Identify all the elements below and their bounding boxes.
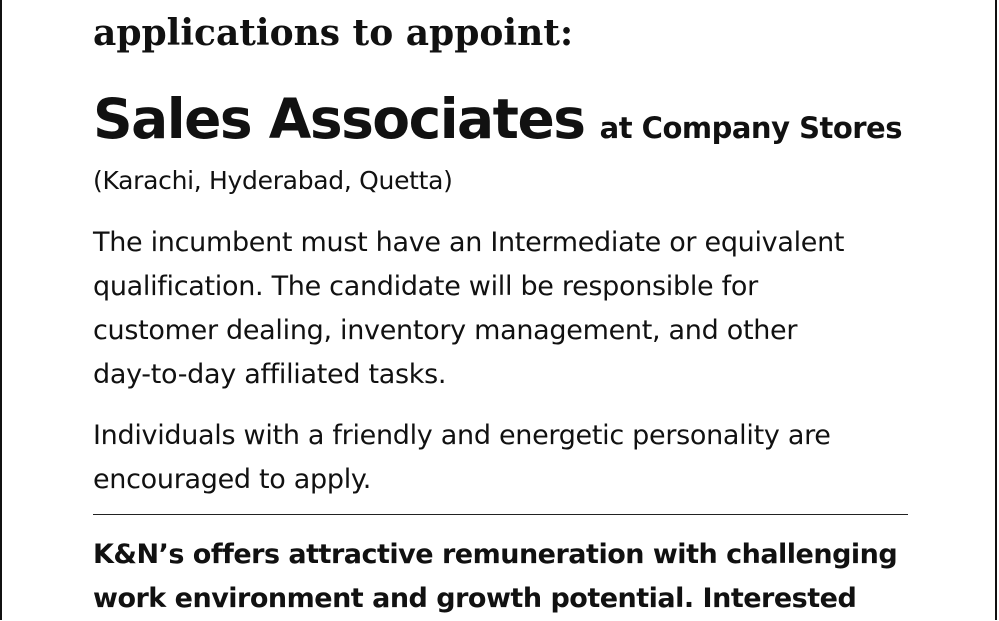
store-locations: (Karachi, Hyderabad, Quetta) (93, 166, 453, 195)
paragraph-line: customer dealing, inventory management, and other (93, 315, 798, 346)
paragraph-line: day-to-day affiliated tasks. (93, 359, 447, 390)
intro-line: applications to appoint: (93, 12, 574, 54)
job-location-suffix: at Company Stores (599, 111, 902, 145)
section-divider (93, 514, 908, 515)
paragraph-line: Individuals with a friendly and energetic personality are (93, 420, 831, 451)
paragraph-line: The incumbent must have an Intermediate or equivalent (93, 227, 845, 258)
paragraph-line: K&N’s offers attractive remuneration with challenging (93, 539, 898, 570)
offer-paragraph (93, 533, 953, 621)
qualification-paragraph (93, 221, 923, 397)
job-title: Sales Associates (93, 87, 585, 151)
paragraph-line: qualification. The candidate will be responsible for (93, 271, 758, 302)
paragraph-line: encouraged to apply. (93, 464, 372, 495)
paragraph-line: work environment and growth potential. Interested (93, 583, 857, 614)
personality-paragraph (93, 414, 923, 502)
job-title-heading (93, 86, 902, 161)
